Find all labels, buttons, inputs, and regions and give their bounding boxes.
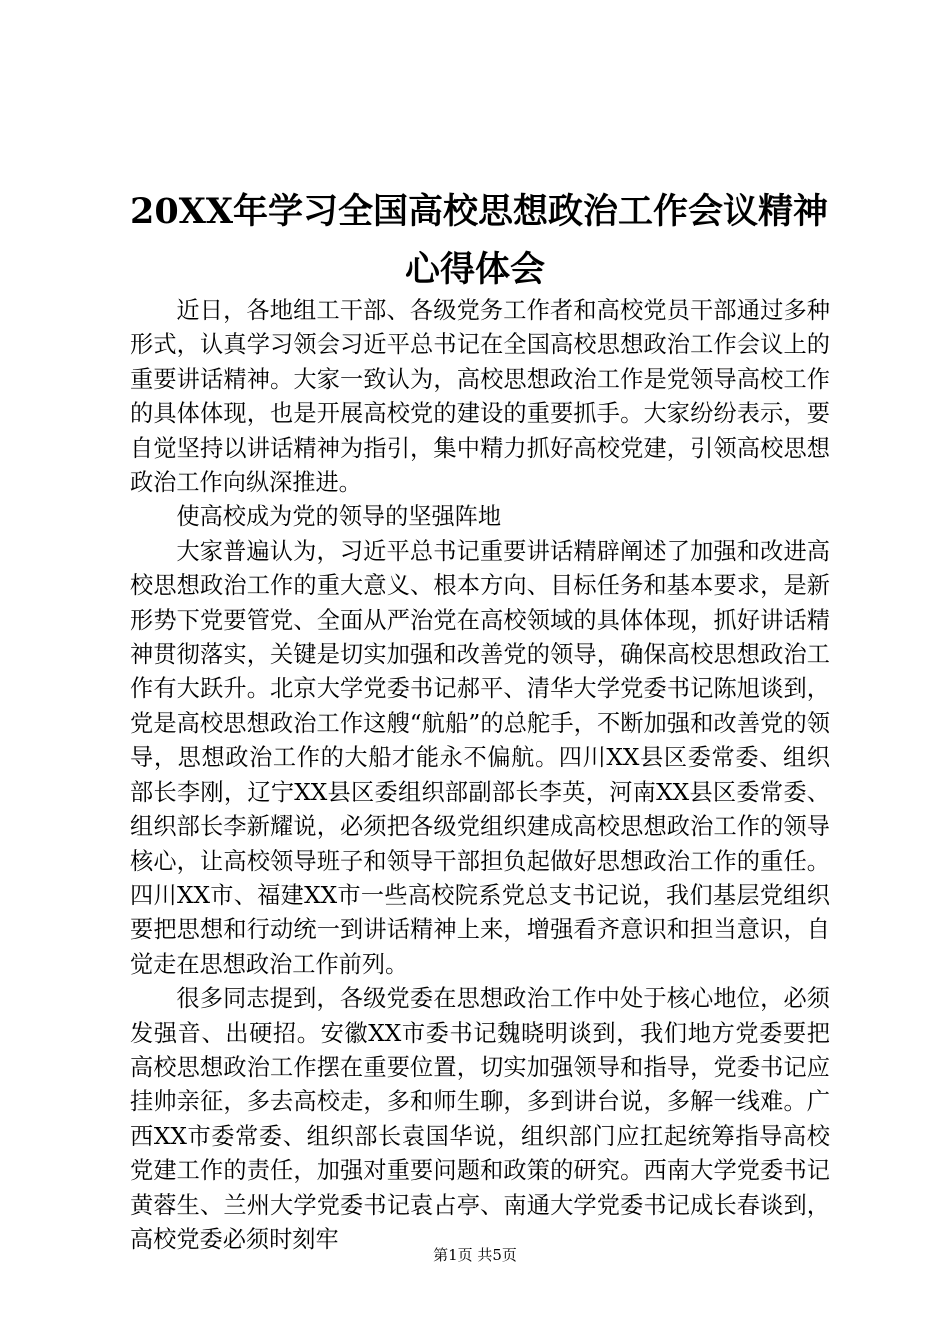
section-heading: 使高校成为党的领导的坚强阵地 (176, 503, 502, 531)
document-title-line-2: 心得体会 (404, 249, 545, 290)
paragraph: 近日，各地组工干部、各级党务工作者和高校党员干部通过多种形式，认真学习领会习近平总书记在全国高校思想政治工作会议上的重要讲话精神。大家一致认为，高校思想政治工作是党领导高校工作的具体体现，也是开展高校党的建设的重要抓手。大家纷纷表示，要自觉坚持以讲话精神为指引，集中精力抓好高校党建，引领高校思想政治工作向纵深推进。 (130, 297, 830, 497)
paragraph: 很多同志提到，各级党委在思想政治工作中处于核心地位，必须发强音、出硬招。安徽XX市委书记魏晓明谈到，我们地方党委要把高校思想政治工作摆在重要位置，切实加强领导和指导，党委书记应挂帅亲征，多去高校走，多和师生聊，多到讲台说，多解一线难。广西XX市委常委、组织部长袁国华说，组织部门应扛起统筹指导高校党建工作的责任，加强对重要问题和政策的研究。西南大学党委书记黄蓉生、兰州大学党委书记袁占亭、南通大学党委书记成长春谈到，高校党委必须时刻牢 (130, 985, 830, 1253)
document-body (130, 294, 830, 1257)
page-number-footer: 第1页 共5页 (433, 1246, 517, 1264)
document-title-line-1: 20XX年学习全国高校思想政治工作会议精神 (130, 191, 829, 232)
paragraph: 大家普遍认为，习近平总书记重要讲话精辟阐述了加强和改进高校思想政治工作的重大意义、根本方向、目标任务和基本要求，是新形势下党要管党、全面从严治党在高校领域的具体体现，抓好讲话精神贯彻落实，关键是切实加强和改善党的领导，确保高校思想政治工作有大跃升。北京大学党委书记郝平、清华大学党委书记陈旭谈到，党是高校思想政治工作这艘“航船”的总舵手，不断加强和改善党的领导，思想政治工作的大船才能永不偏航。四川XX县区委常委、组织部长李刚，辽宁XX县区委组织部副部长李英，河南XX县区委常委、组织部长李新耀说，必须把各级党组织建成高校思想政治工作的领导核心，让高校领导班子和领导干部担负起做好思想政治工作的重任。四川XX市、福建XX市一些高校院系党总支书记说，我们基层党组织要把思想和行动统一到讲话精神上来，增强看齐意识和担当意识，自觉走在思想政治工作前列。 (130, 537, 830, 978)
